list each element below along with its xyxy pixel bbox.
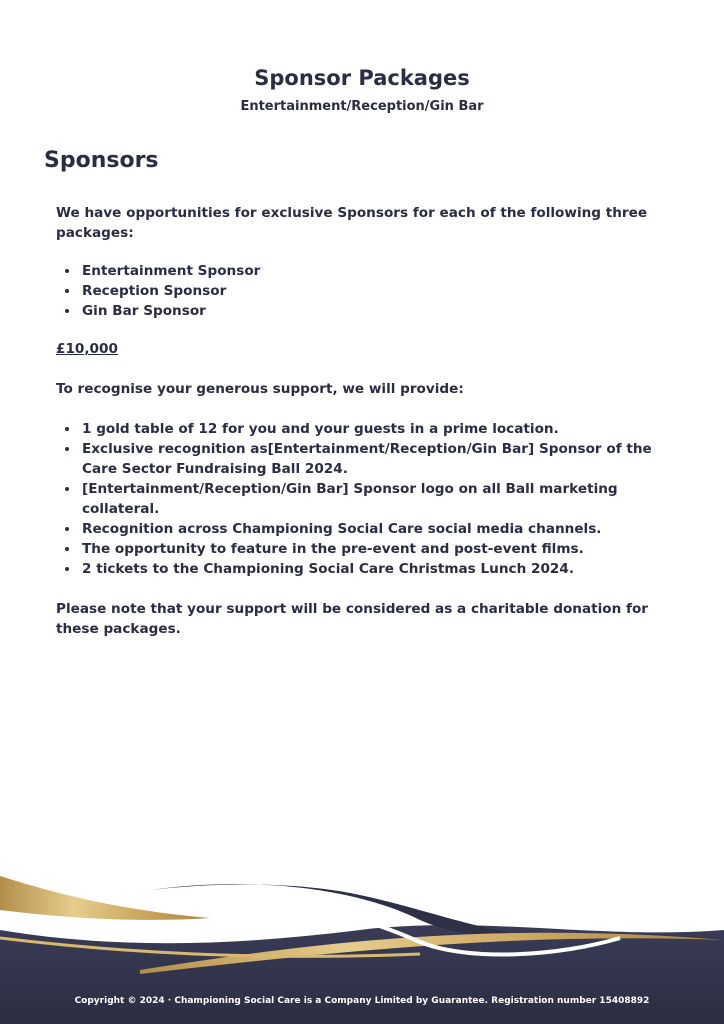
gold-band-left bbox=[0, 876, 210, 920]
section-heading: Sponsors bbox=[44, 148, 159, 173]
packages-list bbox=[56, 261, 666, 321]
page-title: Sponsor Packages bbox=[254, 66, 470, 90]
list-item: • [Entertainment/Reception/Gin Bar] Sponsor logo on all Ball marketing collateral. bbox=[80, 479, 666, 519]
intro-paragraph: We have opportunities for exclusive Sponsors for each of the following three packages: bbox=[56, 205, 648, 241]
sponsors-content bbox=[56, 203, 666, 639]
benefits-list bbox=[56, 419, 666, 579]
list-item: • The opportunity to feature in the pre-event and post-event films. bbox=[80, 539, 666, 559]
note-paragraph: Please note that your support will be considered as a charitable donation for these packages. bbox=[56, 601, 649, 637]
list-item: • 1 gold table of 12 for you and your guests in a prime location. bbox=[80, 419, 666, 439]
list-item: • Gin Bar Sponsor bbox=[80, 301, 666, 321]
list-item: • 2 tickets to the Championing Social Care Christmas Lunch 2024. bbox=[80, 559, 666, 579]
footer-copyright: Copyright © 2024 · Championing Social Care is a Company Limited by Guarantee. Registration number 15408892 bbox=[74, 996, 650, 1006]
provide-intro: To recognise your generous support, we will provide: bbox=[56, 381, 464, 397]
price: £10,000 bbox=[56, 341, 118, 357]
list-item: • Recognition across Championing Social Care social media channels. bbox=[80, 519, 666, 539]
page-subtitle: Entertainment/Reception/Gin Bar bbox=[240, 99, 484, 114]
list-item: • Entertainment Sponsor bbox=[80, 261, 666, 281]
list-item: • Reception Sponsor bbox=[80, 281, 666, 301]
list-item: • Exclusive recognition as[Entertainment/Reception/Gin Bar] Sponsor of the Care Sector Fundraising Ball 2024. bbox=[80, 439, 666, 479]
